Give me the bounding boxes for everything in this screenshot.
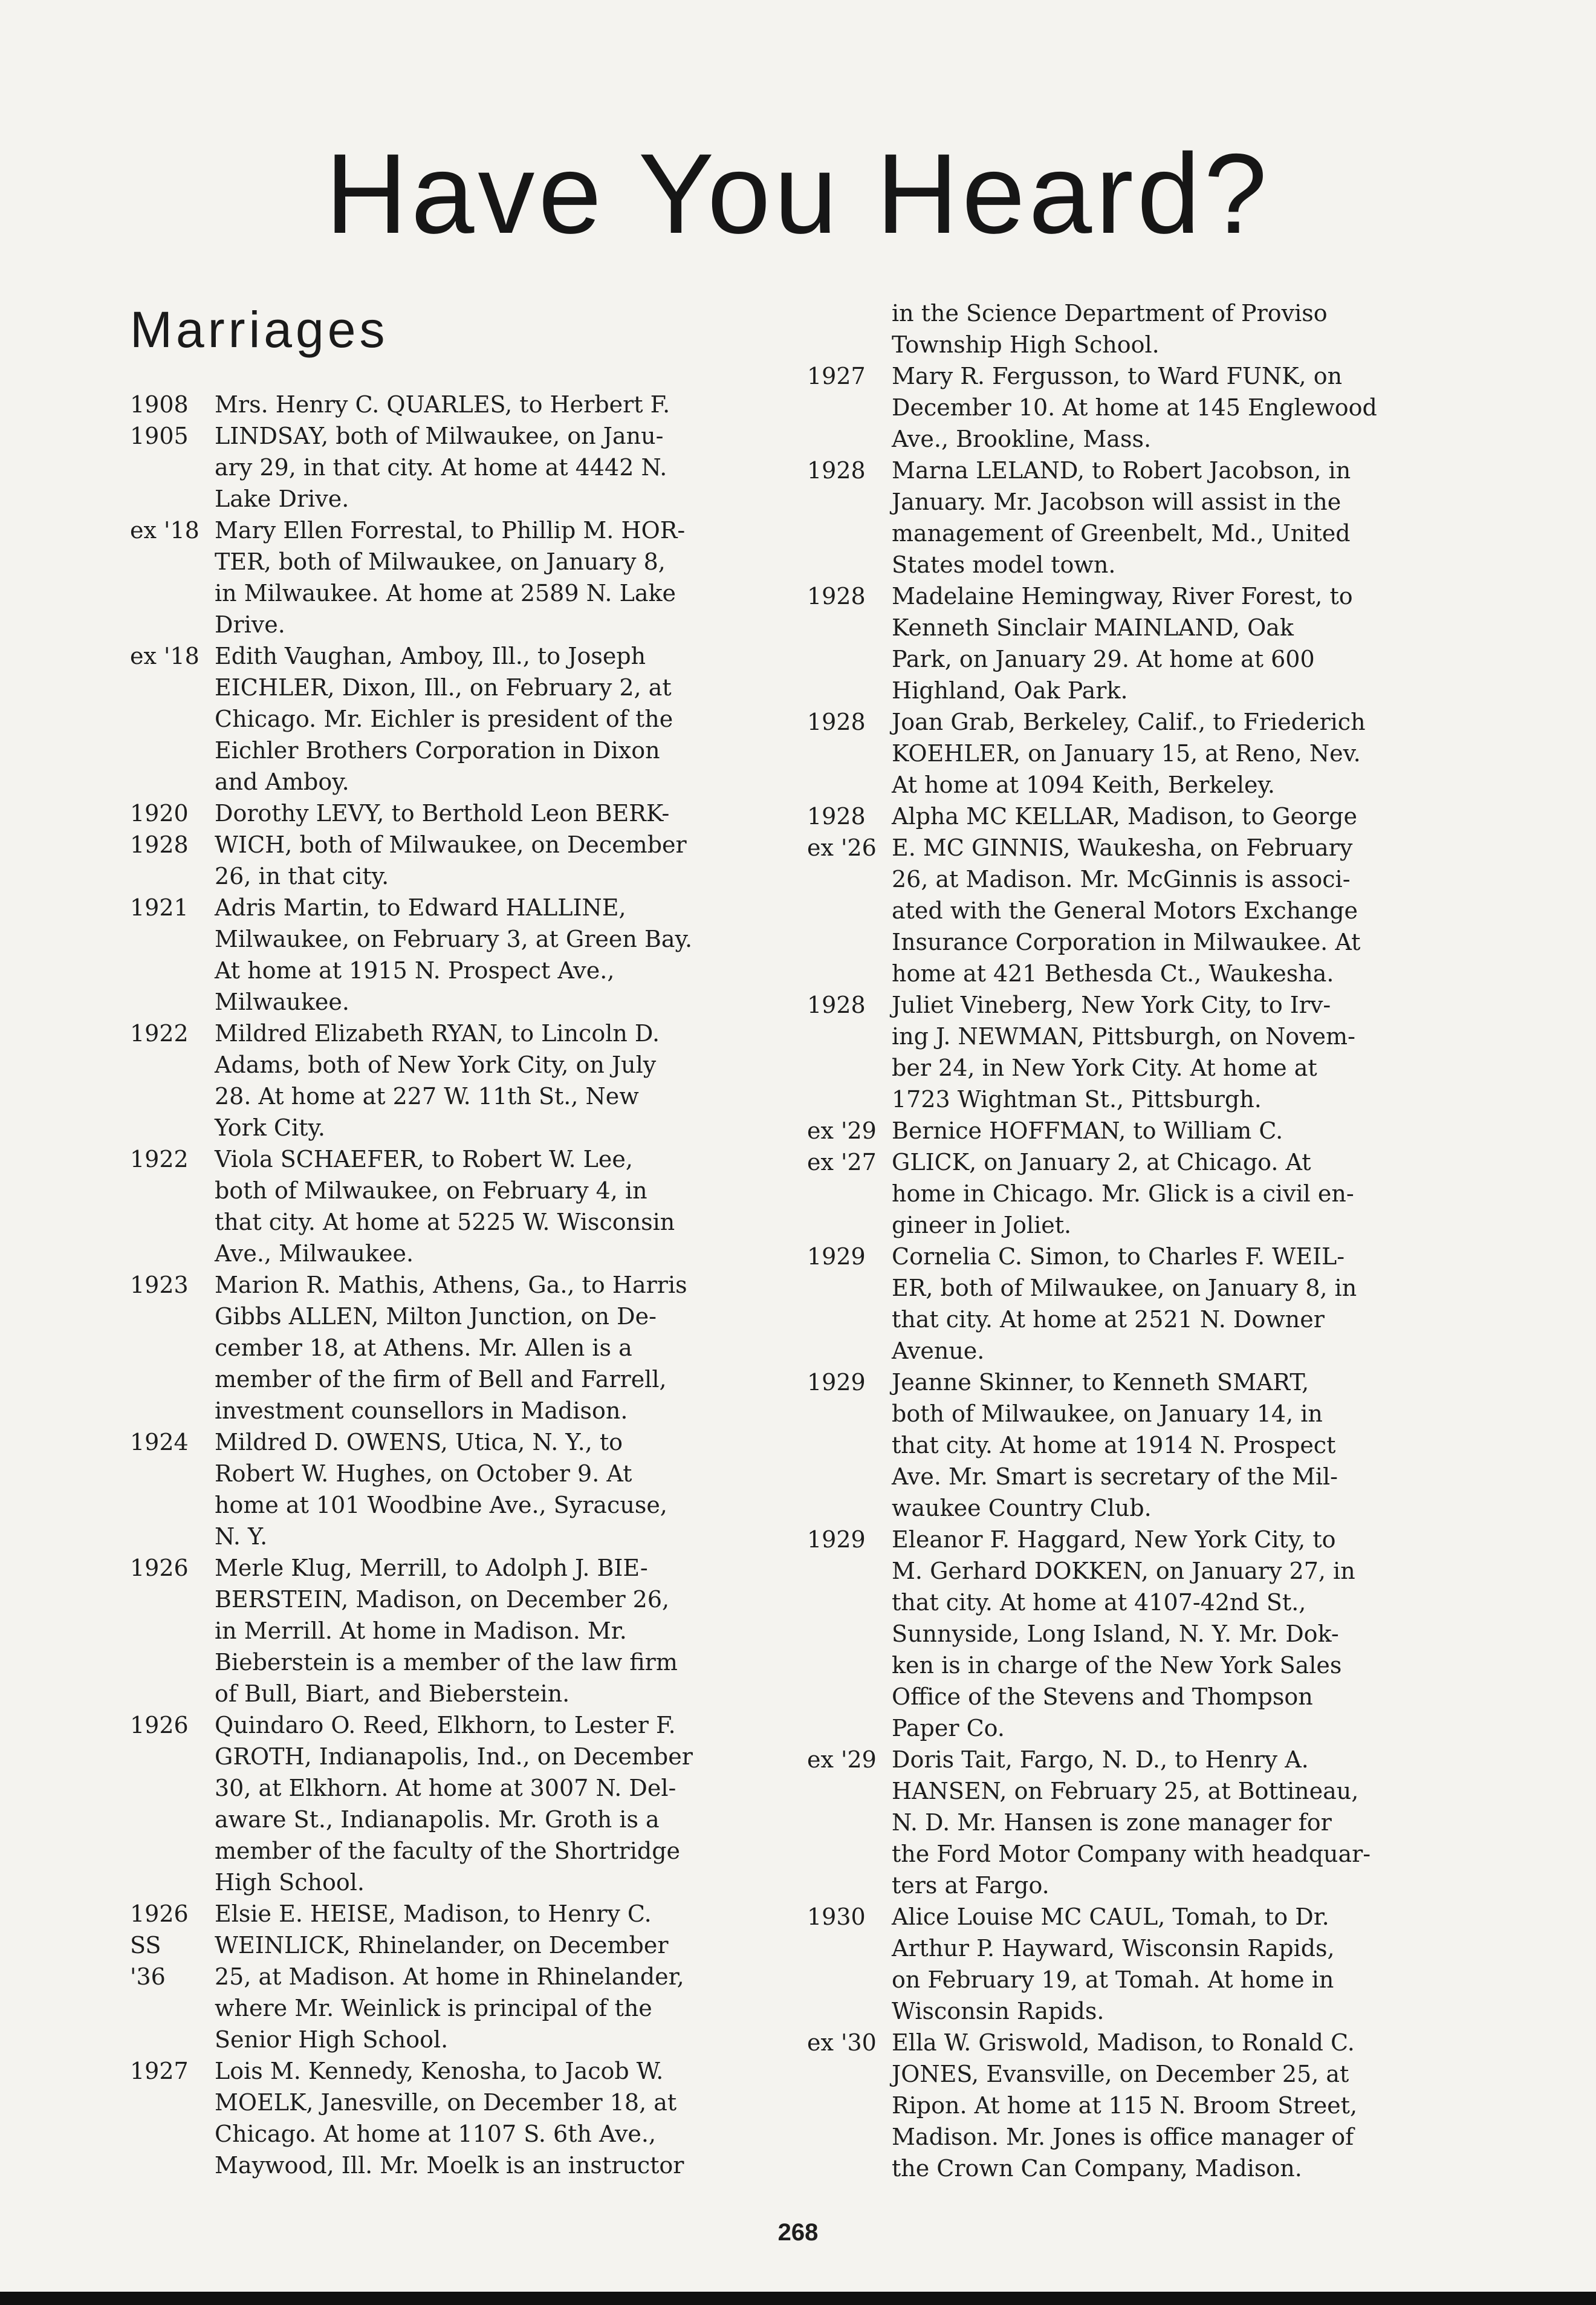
marriage-entry — [807, 801, 1436, 989]
entry-text: Marna LELAND, to Robert Jacobson, in January. Mr. Jacobson will assist in the management of Greenbelt, Md., United States model town. — [892, 457, 1351, 578]
marriage-entry — [807, 1241, 1436, 1367]
entry-text: Eleanor F. Haggard, New York City, to M. Gerhard DOKKEN, on January 27, in that city. At home at 4107-42nd St., Sunnyside, Long Island, N. Y. Mr. Dok- ken is in charge of the New York Sales Office of the Stevens and Thompson Paper Co. — [892, 1526, 1355, 1741]
entry-years: 1926 SS '36 — [130, 1900, 189, 1990]
entry-years: ex '30 — [807, 2029, 877, 2056]
marriage-entry — [807, 1744, 1436, 1901]
entry-years: 1924 — [130, 1429, 189, 1455]
entry-text: Mrs. Henry C. QUARLES, to Herbert F. LINDSAY, both of Milwaukee, on Janu- ary 29, in that city. At home at 4442 N. Lake Drive. — [215, 391, 670, 512]
entry-years: 1930 — [807, 1903, 866, 1930]
page-title: Have You Heard? — [325, 130, 1271, 257]
entry-years: 1928 — [807, 457, 866, 484]
right-column — [807, 297, 1436, 2184]
entry-years: 1922 — [130, 1020, 189, 1047]
entry-years: 1920 1928 — [130, 800, 189, 858]
entry-years: 1927 — [130, 2058, 189, 2084]
marriage-entry — [807, 360, 1436, 455]
entry-text: Juliet Vineberg, New York City, to Irv- ing J. NEWMAN, Pittsburgh, on Novem- ber 24, in New York City. At home at 1723 Wightman St., Pittsburgh. — [892, 992, 1355, 1113]
entry-years: 1928 ex '26 — [807, 803, 877, 861]
entry-years: 1928 — [807, 709, 866, 735]
continued-text: in the Science Department of Proviso Township High School. — [892, 300, 1328, 358]
entry-text: Alice Louise MC CAUL, Tomah, to Dr. Arthur P. Hayward, Wisconsin Rapids, on February 19, at Tomah. At home in Wisconsin Rapids. — [892, 1903, 1335, 2024]
marriage-entry — [807, 1115, 1436, 1241]
marriage-entry — [130, 1898, 750, 2055]
marriage-entry — [130, 389, 750, 515]
marriage-entry — [130, 1709, 750, 1898]
entry-text: Adris Martin, to Edward HALLINE, Milwaukee, on February 3, at Green Bay. At home at 1915 N. Prospect Ave., Milwaukee. — [215, 894, 693, 1015]
entry-years: 1929 — [807, 1243, 866, 1270]
entry-text: Doris Tait, Fargo, N. D., to Henry A. HANSEN, on February 25, at Bottineau, N. D. Mr. Hansen is zone manager for the Ford Motor Company with headquar- ters at Fargo. — [892, 1746, 1371, 1899]
entry-text: Lois M. Kennedy, Kenosha, to Jacob W. MOELK, Janesville, on December 18, at Chicago. At home at 1107 S. 6th Ave., Maywood, Ill. Mr. Moelk is an instructor — [215, 2058, 684, 2179]
entry-years: ex '29 — [807, 1746, 877, 1773]
entry-text: Jeanne Skinner, to Kenneth SMART, both of Milwaukee, on January 14, in that city. At home at 1914 N. Prospect Ave. Mr. Smart is secretary of the Mil- waukee Country Club. — [892, 1369, 1338, 1521]
entry-years: ex '29 ex '27 — [807, 1117, 877, 1175]
marriage-entry — [130, 2055, 750, 2181]
entry-text: Mildred Elizabeth RYAN, to Lincoln D. Adams, both of New York City, on July 28. At home at 227 W. 11th St., New York City. — [215, 1020, 660, 1141]
entry-years: 1927 — [807, 363, 866, 389]
entry-text: Merle Klug, Merrill, to Adolph J. BIE- BERSTEIN, Madison, on December 26, in Merrill. At home in Madison. Mr. Bieberstein is a member of the law firm of Bull, Biart, and Bieberstein. — [215, 1555, 678, 1707]
entry-text: Viola SCHAEFER, to Robert W. Lee, both of Milwaukee, on February 4, in that city. At home at 5225 W. Wisconsin Ave., Milwaukee. — [215, 1146, 675, 1267]
marriage-entry — [807, 580, 1436, 706]
marriage-entry — [130, 515, 750, 640]
entry-years: 1926 — [130, 1555, 189, 1581]
marriage-entry — [130, 1426, 750, 1552]
entry-text: Joan Grab, Berkeley, Calif., to Friederich KOEHLER, on January 15, at Reno, Nev. At home at 1094 Keith, Berkeley. — [892, 709, 1366, 798]
marriage-entry — [807, 1524, 1436, 1744]
entry-years: 1908 1905 — [130, 391, 189, 449]
entry-text: Ella W. Griswold, Madison, to Ronald C. JONES, Evansville, on December 25, at Ripon. At home at 115 N. Broom Street, Madison. Mr. Jones is office manager of the Crown Can Company, Madison. — [892, 2029, 1358, 2182]
page-number: 268 — [777, 2219, 819, 2246]
marriage-entry — [130, 1269, 750, 1426]
entry-years: 1923 — [130, 1272, 189, 1298]
entry-text: Cornelia C. Simon, to Charles F. WEIL- ER, both of Milwaukee, on January 8, in that city. At home at 2521 N. Downer Avenue. — [892, 1243, 1357, 1364]
scan-edge — [0, 2292, 1596, 2305]
marriage-entry — [130, 1552, 750, 1709]
entry-text: Madelaine Hemingway, River Forest, to Kenneth Sinclair MAINLAND, Oak Park, on January 29. At home at 600 Highland, Oak Park. — [892, 583, 1353, 704]
marriage-entry — [807, 1901, 1436, 2027]
entry-text: Marion R. Mathis, Athens, Ga., to Harris Gibbs ALLEN, Milton Junction, on De- cember 18, at Athens. Mr. Allen is a member of the firm of Bell and Farrell, investment counsellors in Madison. — [215, 1272, 687, 1424]
entry-years: 1929 — [807, 1526, 866, 1553]
marriage-entry — [130, 798, 750, 892]
entry-text: Alpha MC KELLAR, Madison, to George E. MC GINNIS, Waukesha, on February 26, at Madison. Mr. McGinnis is associ- ated with the General Motors Exchange Insurance Corporation in Milwaukee. At home at 421 Bethesda Ct., Waukesha. — [892, 803, 1361, 987]
entry-text: Elsie E. HEISE, Madison, to Henry C. WEINLICK, Rhinelander, on December 25, at Madison. At home in Rhinelander, where Mr. Weinlick is principal of the Senior High School. — [215, 1900, 684, 2053]
entry-text: Mary Ellen Forrestal, to Phillip M. HOR- TER, both of Milwaukee, on January 8, in Milwaukee. At home at 2589 N. Lake Drive. — [215, 517, 686, 638]
marriage-entry — [130, 640, 750, 798]
entry-text: Edith Vaughan, Amboy, Ill., to Joseph EICHLER, Dixon, Ill., on February 2, at Chicago. Mr. Eichler is president of the Eichler Brothers Corporation in Dixon and Amboy. — [215, 643, 673, 795]
entry-text: Mary R. Fergusson, to Ward FUNK, on December 10. At home at 145 Englewood Ave., Brookline, Mass. — [892, 363, 1377, 452]
entry-years: ex '18 — [130, 517, 199, 544]
marriage-entry — [130, 1018, 750, 1143]
entry-years: 1929 — [807, 1369, 866, 1396]
entry-text: Dorothy LEVY, to Berthold Leon BERK- WICH, both of Milwaukee, on December 26, in that city. — [215, 800, 687, 889]
left-column — [130, 389, 750, 2181]
marriage-entry — [807, 2027, 1436, 2184]
section-heading-marriages: Marriages — [130, 301, 389, 358]
entry-years: 1922 — [130, 1146, 189, 1172]
marriage-entry — [807, 706, 1436, 801]
marriage-entry — [130, 892, 750, 1018]
marriage-entry — [807, 1367, 1436, 1524]
entry-text: Bernice HOFFMAN, to William C. GLICK, on January 2, at Chicago. At home in Chicago. Mr. Glick is a civil en- gineer in Joliet. — [892, 1117, 1354, 1238]
entry-text: Mildred D. OWENS, Utica, N. Y., to Robert W. Hughes, on October 9. At home at 101 Woodbine Ave., Syracuse, N. Y. — [215, 1429, 667, 1550]
entry-years: ex '18 — [130, 643, 199, 669]
entry-years: 1928 — [807, 583, 866, 610]
entry-years: 1928 — [807, 992, 866, 1018]
marriage-entry — [807, 455, 1436, 580]
marriage-entry — [130, 1143, 750, 1269]
entry-years: 1926 — [130, 1712, 189, 1738]
entry-years: 1921 — [130, 894, 189, 921]
marriage-entry — [807, 989, 1436, 1115]
entry-text: Quindaro O. Reed, Elkhorn, to Lester F. GROTH, Indianapolis, Ind., on December 30, at Elkhorn. At home at 3007 N. Del- aware St., Indianapolis. Mr. Groth is a member of the faculty of the Shortridge High School. — [215, 1712, 693, 1896]
